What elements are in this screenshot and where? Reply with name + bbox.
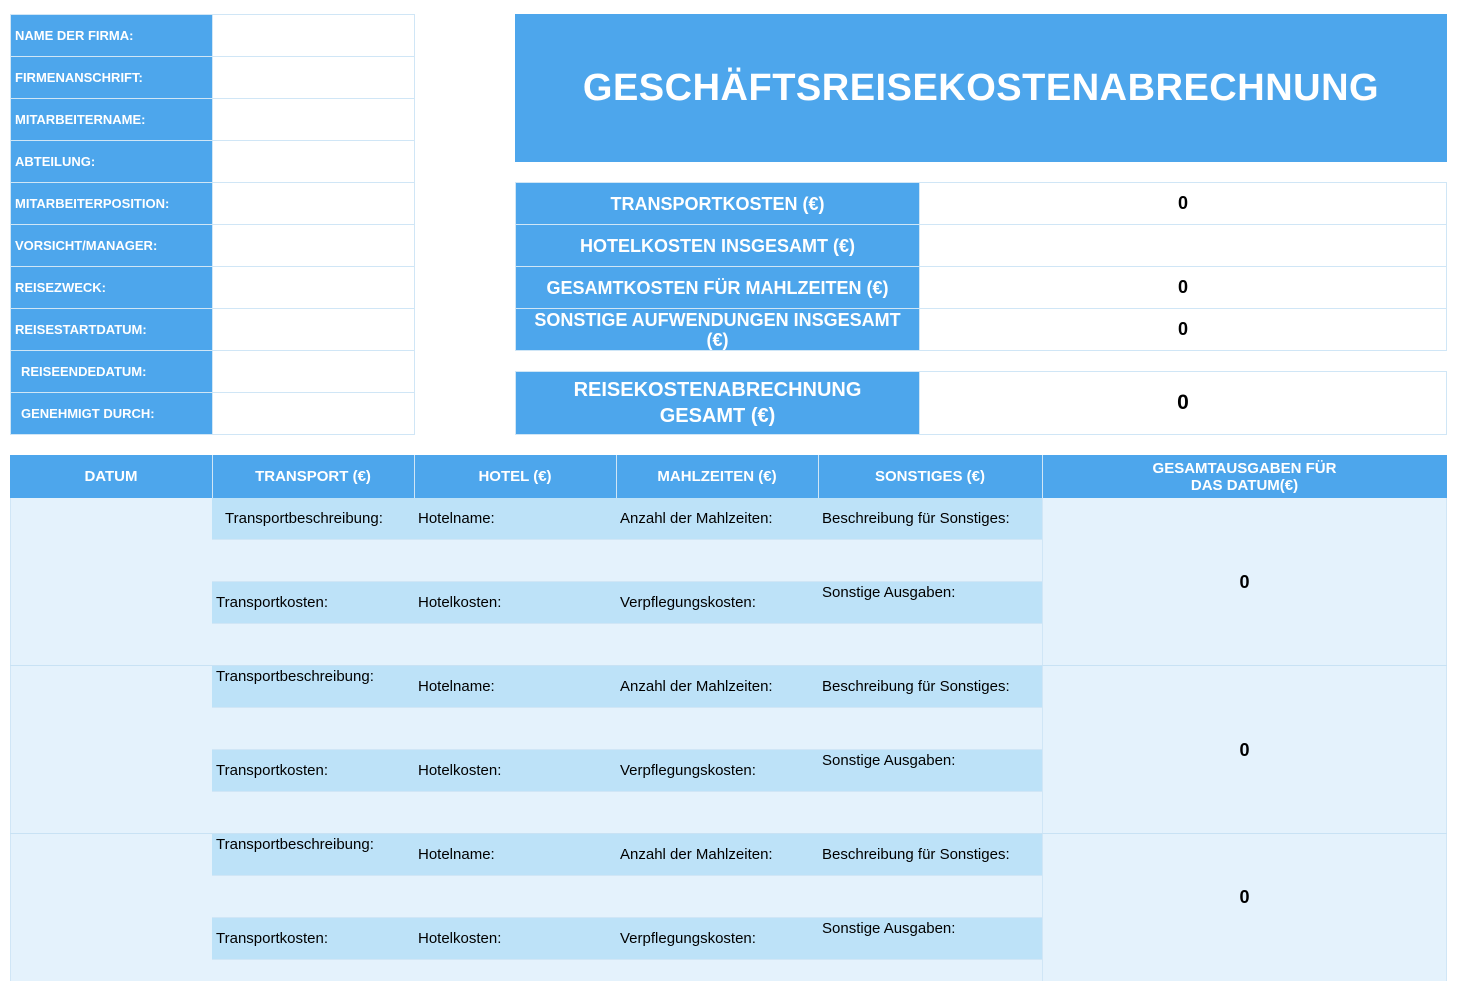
summary-label-hotel: HOTELKOSTEN INSGESAMT (€): [515, 224, 920, 267]
transport-description-label: Transportbeschreibung:: [212, 834, 415, 876]
company-address-field[interactable]: [212, 56, 415, 99]
summary-value-other: 0: [919, 308, 1447, 351]
info-label-trip-end-date: REISEENDEDATUM:: [10, 350, 213, 393]
employee-name-field[interactable]: [212, 98, 415, 141]
summary-value-hotel: [919, 224, 1447, 267]
date-cell[interactable]: [10, 498, 213, 666]
other-description-field[interactable]: [818, 540, 1043, 582]
other-cost-field[interactable]: [818, 960, 1043, 981]
header-hotel: HOTEL (€): [414, 455, 617, 498]
company-name-field[interactable]: [212, 14, 415, 57]
meal-count-field[interactable]: [616, 876, 819, 918]
grand-total-label: REISEKOSTENABRECHNUNG GESAMT (€): [515, 371, 920, 435]
trip-purpose-field[interactable]: [212, 266, 415, 309]
info-label-manager: VORSICHT/MANAGER:: [10, 224, 213, 267]
meal-cost-field[interactable]: [616, 624, 819, 666]
transport-description-label: Transportbeschreibung:: [212, 498, 415, 540]
summary-value-meals: 0: [919, 266, 1447, 309]
info-label-company-address: FIRMENANSCHRIFT:: [10, 56, 213, 99]
meal-cost-label: Verpflegungskosten:: [616, 582, 819, 624]
hotel-cost-label: Hotelkosten:: [414, 750, 617, 792]
meal-count-label: Anzahl der Mahlzeiten:: [616, 498, 819, 540]
grand-total-value: 0: [919, 371, 1447, 435]
meal-cost-label: Verpflegungskosten:: [616, 918, 819, 960]
info-label-employee-position: MITARBEITERPOSITION:: [10, 182, 213, 225]
transport-cost-field[interactable]: [212, 792, 415, 834]
header-date: DATUM: [10, 455, 213, 498]
other-description-label: Beschreibung für Sonstiges:: [818, 498, 1043, 540]
table-header: [10, 455, 1447, 498]
trip-start-date-field[interactable]: [212, 308, 415, 351]
approved-by-field[interactable]: [212, 392, 415, 435]
day-total-value: 0: [1042, 666, 1447, 834]
header-meals: MAHLZEITEN (€): [616, 455, 819, 498]
info-label-approved-by: GENEHMIGT DURCH:: [10, 392, 213, 435]
hotel-name-label: Hotelname:: [414, 666, 617, 708]
transport-cost-label: Transportkosten:: [212, 918, 415, 960]
meal-count-label: Anzahl der Mahlzeiten:: [616, 834, 819, 876]
info-label-department: ABTEILUNG:: [10, 140, 213, 183]
hotel-cost-label: Hotelkosten:: [414, 582, 617, 624]
summary-value-transport: 0: [919, 182, 1447, 225]
day-total-value: 0: [1042, 834, 1447, 981]
other-description-label: Beschreibung für Sonstiges:: [818, 666, 1043, 708]
day-total-value: 0: [1042, 498, 1447, 666]
summary-label-meals: GESAMTKOSTEN FÜR MAHLZEITEN (€): [515, 266, 920, 309]
other-cost-field[interactable]: [818, 792, 1043, 834]
hotel-cost-label: Hotelkosten:: [414, 918, 617, 960]
meal-count-field[interactable]: [616, 540, 819, 582]
transport-cost-field[interactable]: [212, 960, 415, 981]
info-label-employee-name: MITARBEITERNAME:: [10, 98, 213, 141]
meal-cost-field[interactable]: [616, 792, 819, 834]
hotel-name-label: Hotelname:: [414, 498, 617, 540]
transport-description-field[interactable]: [212, 876, 415, 918]
employee-position-field[interactable]: [212, 182, 415, 225]
transport-description-field[interactable]: [212, 540, 415, 582]
transport-cost-label: Transportkosten:: [212, 582, 415, 624]
manager-field[interactable]: [212, 224, 415, 267]
hotel-cost-field[interactable]: [414, 960, 617, 981]
hotel-name-field[interactable]: [414, 708, 617, 750]
department-field[interactable]: [212, 140, 415, 183]
hotel-name-field[interactable]: [414, 876, 617, 918]
info-label-trip-purpose: REISEZWECK:: [10, 266, 213, 309]
transport-cost-label: Transportkosten:: [212, 750, 415, 792]
summary-label-other: SONSTIGE AUFWENDUNGEN INSGESAMT (€): [515, 308, 920, 351]
other-cost-field[interactable]: [818, 624, 1043, 666]
transport-description-field[interactable]: [212, 708, 415, 750]
other-cost-label: Sonstige Ausgaben:: [818, 918, 1043, 960]
summary-label-transport: TRANSPORTKOSTEN (€): [515, 182, 920, 225]
meal-count-label: Anzahl der Mahlzeiten:: [616, 666, 819, 708]
meal-cost-label: Verpflegungskosten:: [616, 750, 819, 792]
header-other: SONSTIGES (€): [818, 455, 1043, 498]
info-label-company-name: NAME DER FIRMA:: [10, 14, 213, 57]
date-cell[interactable]: [10, 666, 213, 834]
transport-cost-field[interactable]: [212, 624, 415, 666]
other-cost-label: Sonstige Ausgaben:: [818, 750, 1043, 792]
hotel-name-label: Hotelname:: [414, 834, 617, 876]
other-cost-label: Sonstige Ausgaben:: [818, 582, 1043, 624]
date-cell[interactable]: [10, 834, 213, 981]
hotel-name-field[interactable]: [414, 540, 617, 582]
trip-end-date-field[interactable]: [212, 350, 415, 393]
info-label-trip-start-date: REISESTARTDATUM:: [10, 308, 213, 351]
header-transport: TRANSPORT (€): [212, 455, 415, 498]
header-day-total: GESAMTAUSGABEN FÜR DAS DATUM(€): [1152, 459, 1337, 494]
other-description-field[interactable]: [818, 708, 1043, 750]
page-title: GESCHÄFTSREISEKOSTENABRECHNUNG: [515, 14, 1447, 162]
hotel-cost-field[interactable]: [414, 792, 617, 834]
transport-description-label: Transportbeschreibung:: [212, 666, 415, 708]
meal-count-field[interactable]: [616, 708, 819, 750]
other-description-field[interactable]: [818, 876, 1043, 918]
hotel-cost-field[interactable]: [414, 624, 617, 666]
meal-cost-field[interactable]: [616, 960, 819, 981]
other-description-label: Beschreibung für Sonstiges:: [818, 834, 1043, 876]
